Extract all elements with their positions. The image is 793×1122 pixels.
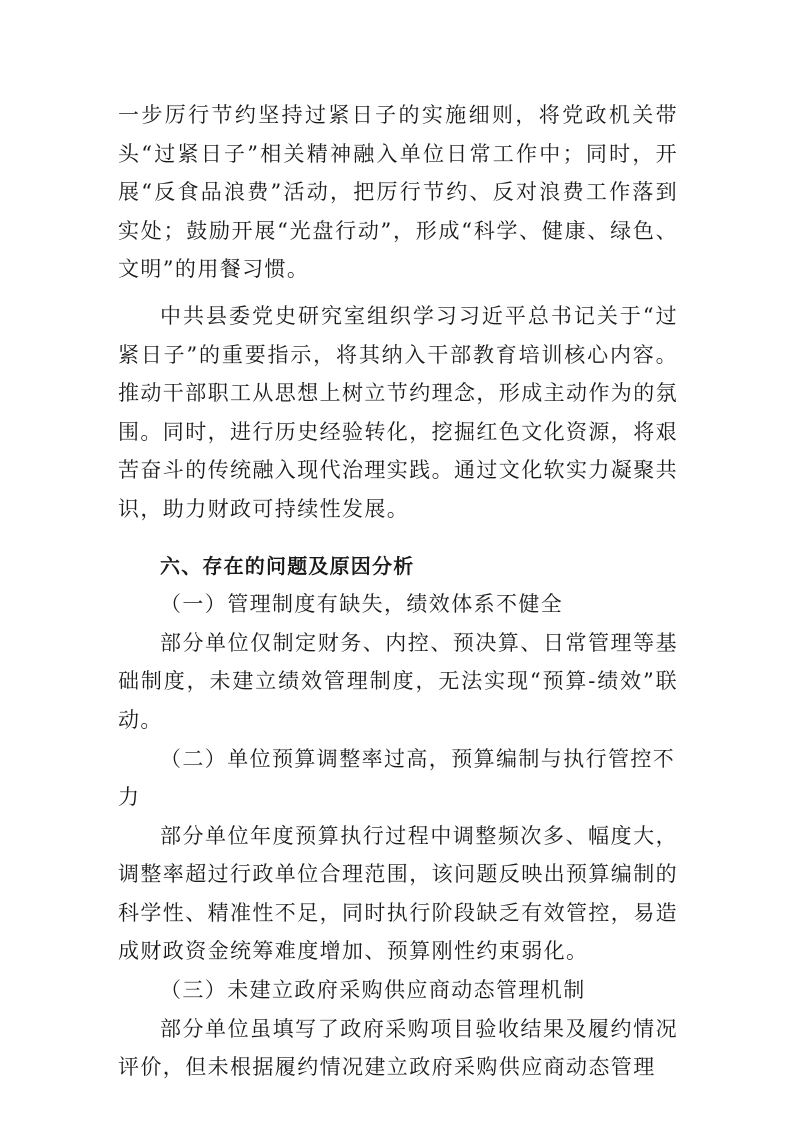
section-heading: 六、存在的问题及原因分析	[160, 553, 415, 578]
subsection-title: （三）未建立政府采购供应商动态管理机制	[160, 978, 586, 1003]
subsection-body: 部分单位年度预算执行过程中调整频次多、幅度大，调整率超过行政单位合理范围，该问题反映出预算编制的科学性、精准性不足，同时执行阶段缺乏有效管控，易造成财政资金统筹难度增加、预算刚性约束弱化。	[118, 823, 678, 964]
subsection-body: 部分单位虽填写了政府采购项目验收结果及履约情况评价，但未根据履约情况建立政府采购供应商动态管理	[118, 1016, 678, 1080]
subsection-title: （一）管理制度有缺失，绩效体系不健全	[160, 592, 564, 617]
paragraph-continued: 一步厉行节约坚持过紧日子的实施细则，将党政机关带头“过紧日子”相关精神融入单位日常工作中；同时，开展“反食品浪费”活动，把厉行节约、反对浪费工作落到实处；鼓励开展“光盘行动”，形成“科学、健康、绿色、文明”的用餐习惯。	[118, 103, 678, 282]
subsection-body: 部分单位仅制定财务、内控、预决算、日常管理等基础制度，未建立绩效管理制度，无法实现“预算-绩效”联动。	[118, 630, 678, 732]
subsection-title: （二）单位预算调整率过高，预算编制与执行管控不力	[118, 746, 676, 810]
document-body	[118, 96, 678, 1087]
paragraph-party-history-office: 中共县委党史研究室组织学习习近平总书记关于“过紧日子”的重要指示，将其纳入干部教育培训核心内容。推动干部职工从思想上树立节约理念，形成主动作为的氛围。同时，进行历史经验转化，挖掘红色文化资源，将艰苦奋斗的传统融入现代治理实践。通过文化软实力凝聚共识，助力财政可持续性发展。	[118, 303, 678, 521]
